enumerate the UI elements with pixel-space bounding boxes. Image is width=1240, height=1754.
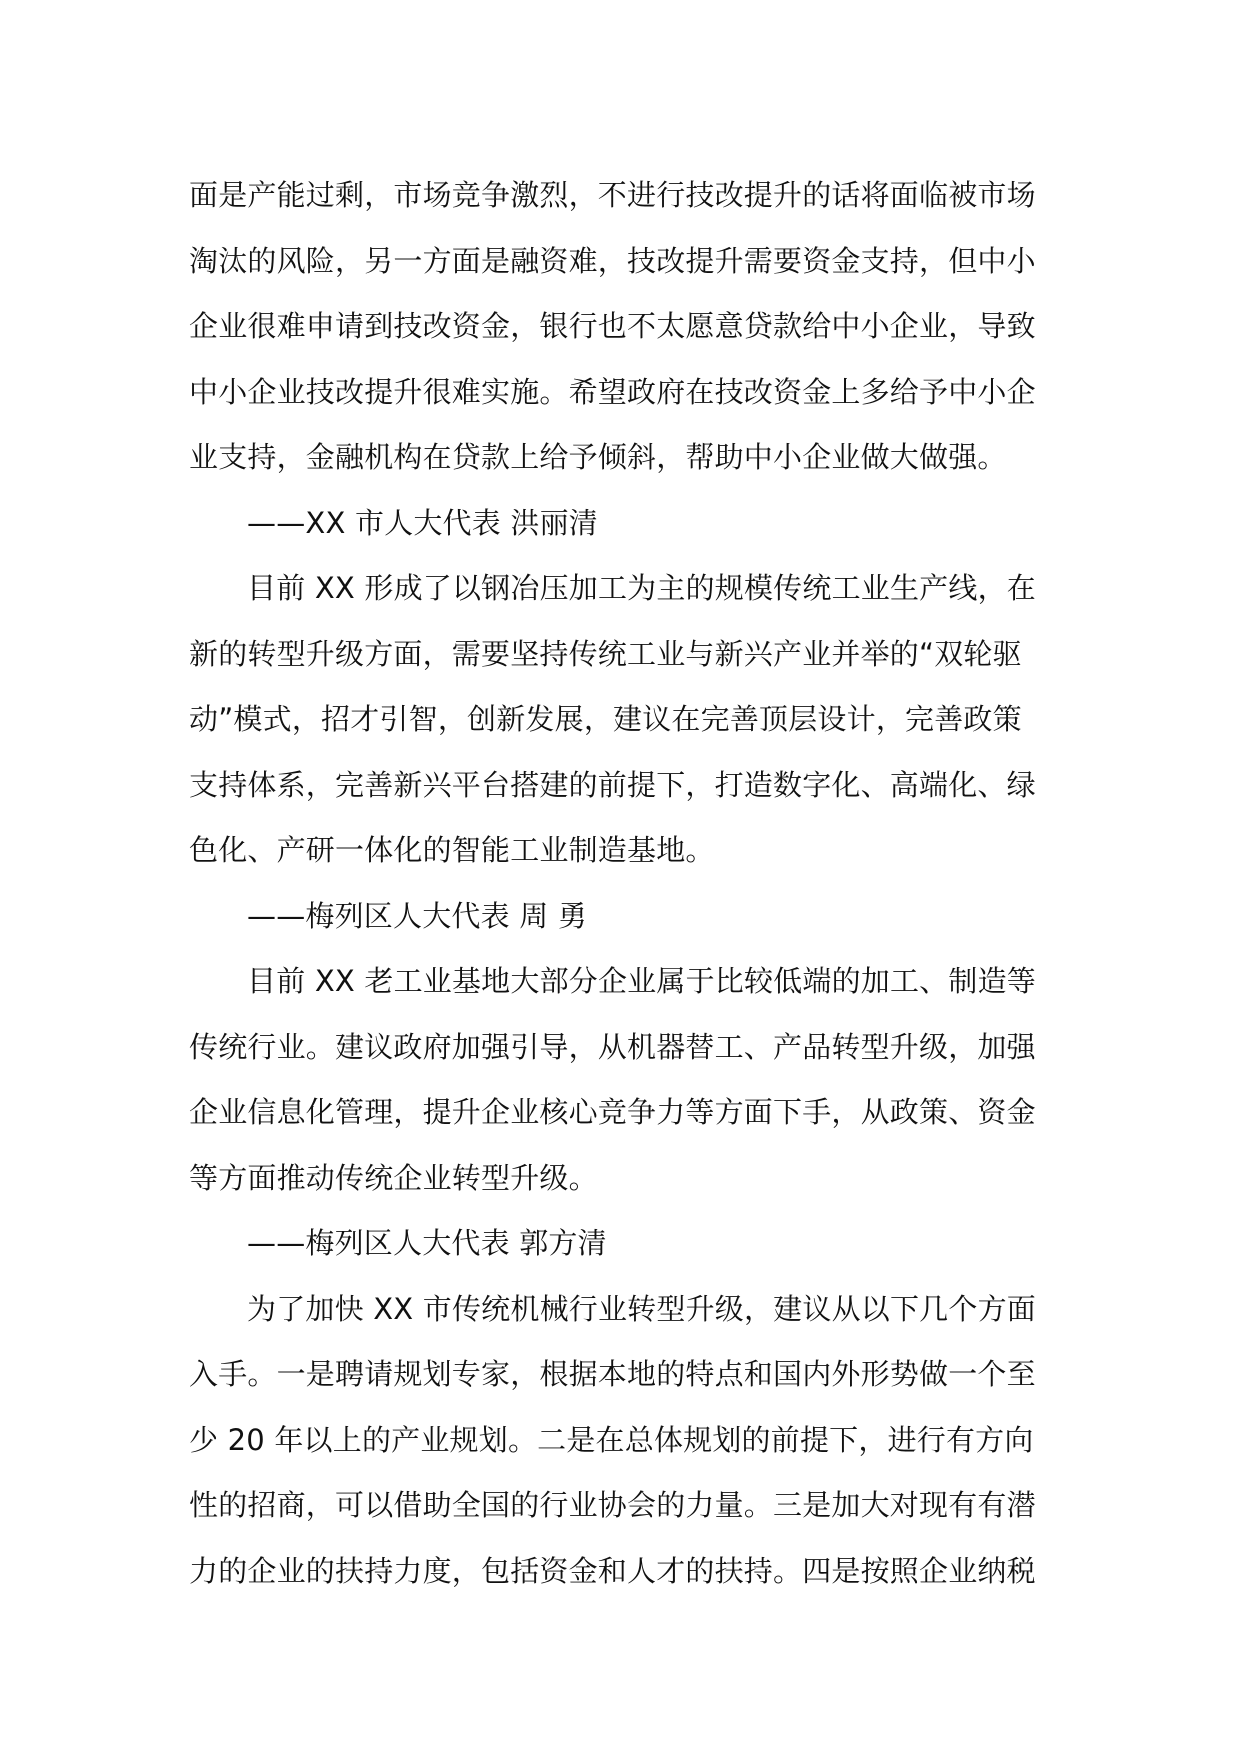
text-line: 性的招商，可以借助全国的行业协会的力量。三是加大对现有有潜 [189, 1488, 1036, 1522]
text-line: ——XX 市人大代表 洪丽清 [247, 505, 598, 540]
text-line: 面是产能过剩，市场竞争激烈，不进行技改提升的话将面临被市场 [189, 178, 1036, 212]
text-line: ——梅列区人大代表 郭方清 [247, 1226, 607, 1260]
text-line: 色化、产研一体化的智能工业制造基地。 [189, 833, 715, 867]
text-line: 等方面推动传统企业转型升级。 [189, 1160, 598, 1195]
text-line: 传统行业。建议政府加强引导，从机器替工、产品转型升级，加强 [189, 1029, 1036, 1064]
text-line: 力的企业的扶持力度，包括资金和人才的扶持。四是按照企业纳税 [189, 1553, 1036, 1588]
text-line: 淘汰的风险，另一方面是融资难，技改提升需要资金支持，但中小 [189, 243, 1036, 278]
document-body [189, 163, 1059, 1604]
text-line: 入手。一是聘请规划专家，根据本地的特点和国内外形势做一个至 [189, 1357, 1036, 1391]
text-line: 为了加快 XX 市传统机械行业转型升级，建议从以下几个方面 [247, 1291, 1036, 1326]
text-line: 支持体系，完善新兴平台搭建的前提下，打造数字化、高端化、绿 [189, 767, 1036, 802]
text-line: 动”模式，招才引智，创新发展，建议在完善顶层设计，完善政策 [189, 702, 1022, 736]
text-line: 目前 XX 老工业基地大部分企业属于比较低端的加工、制造等 [247, 964, 1036, 998]
text-line: ——梅列区人大代表 周 勇 [247, 898, 588, 933]
text-line: 目前 XX 形成了以钢冶压加工为主的规模传统工业生产线，在 [247, 571, 1036, 605]
text-line: 企业很难申请到技改资金，银行也不太愿意贷款给中小企业，导致 [189, 309, 1036, 343]
text-line: 少 20 年以上的产业规划。二是在总体规划的前提下，进行有方向 [189, 1422, 1034, 1457]
text-line: 中小企业技改提升很难实施。希望政府在技改资金上多给予中小企 [189, 374, 1036, 409]
text-line: 新的转型升级方面，需要坚持传统工业与新兴产业并举的“双轮驱 [189, 636, 1022, 671]
text-line: 业支持，金融机构在贷款上给予倾斜，帮助中小企业做大做强。 [189, 440, 1007, 474]
text-line: 企业信息化管理，提升企业核心竞争力等方面下手，从政策、资金 [189, 1095, 1036, 1129]
